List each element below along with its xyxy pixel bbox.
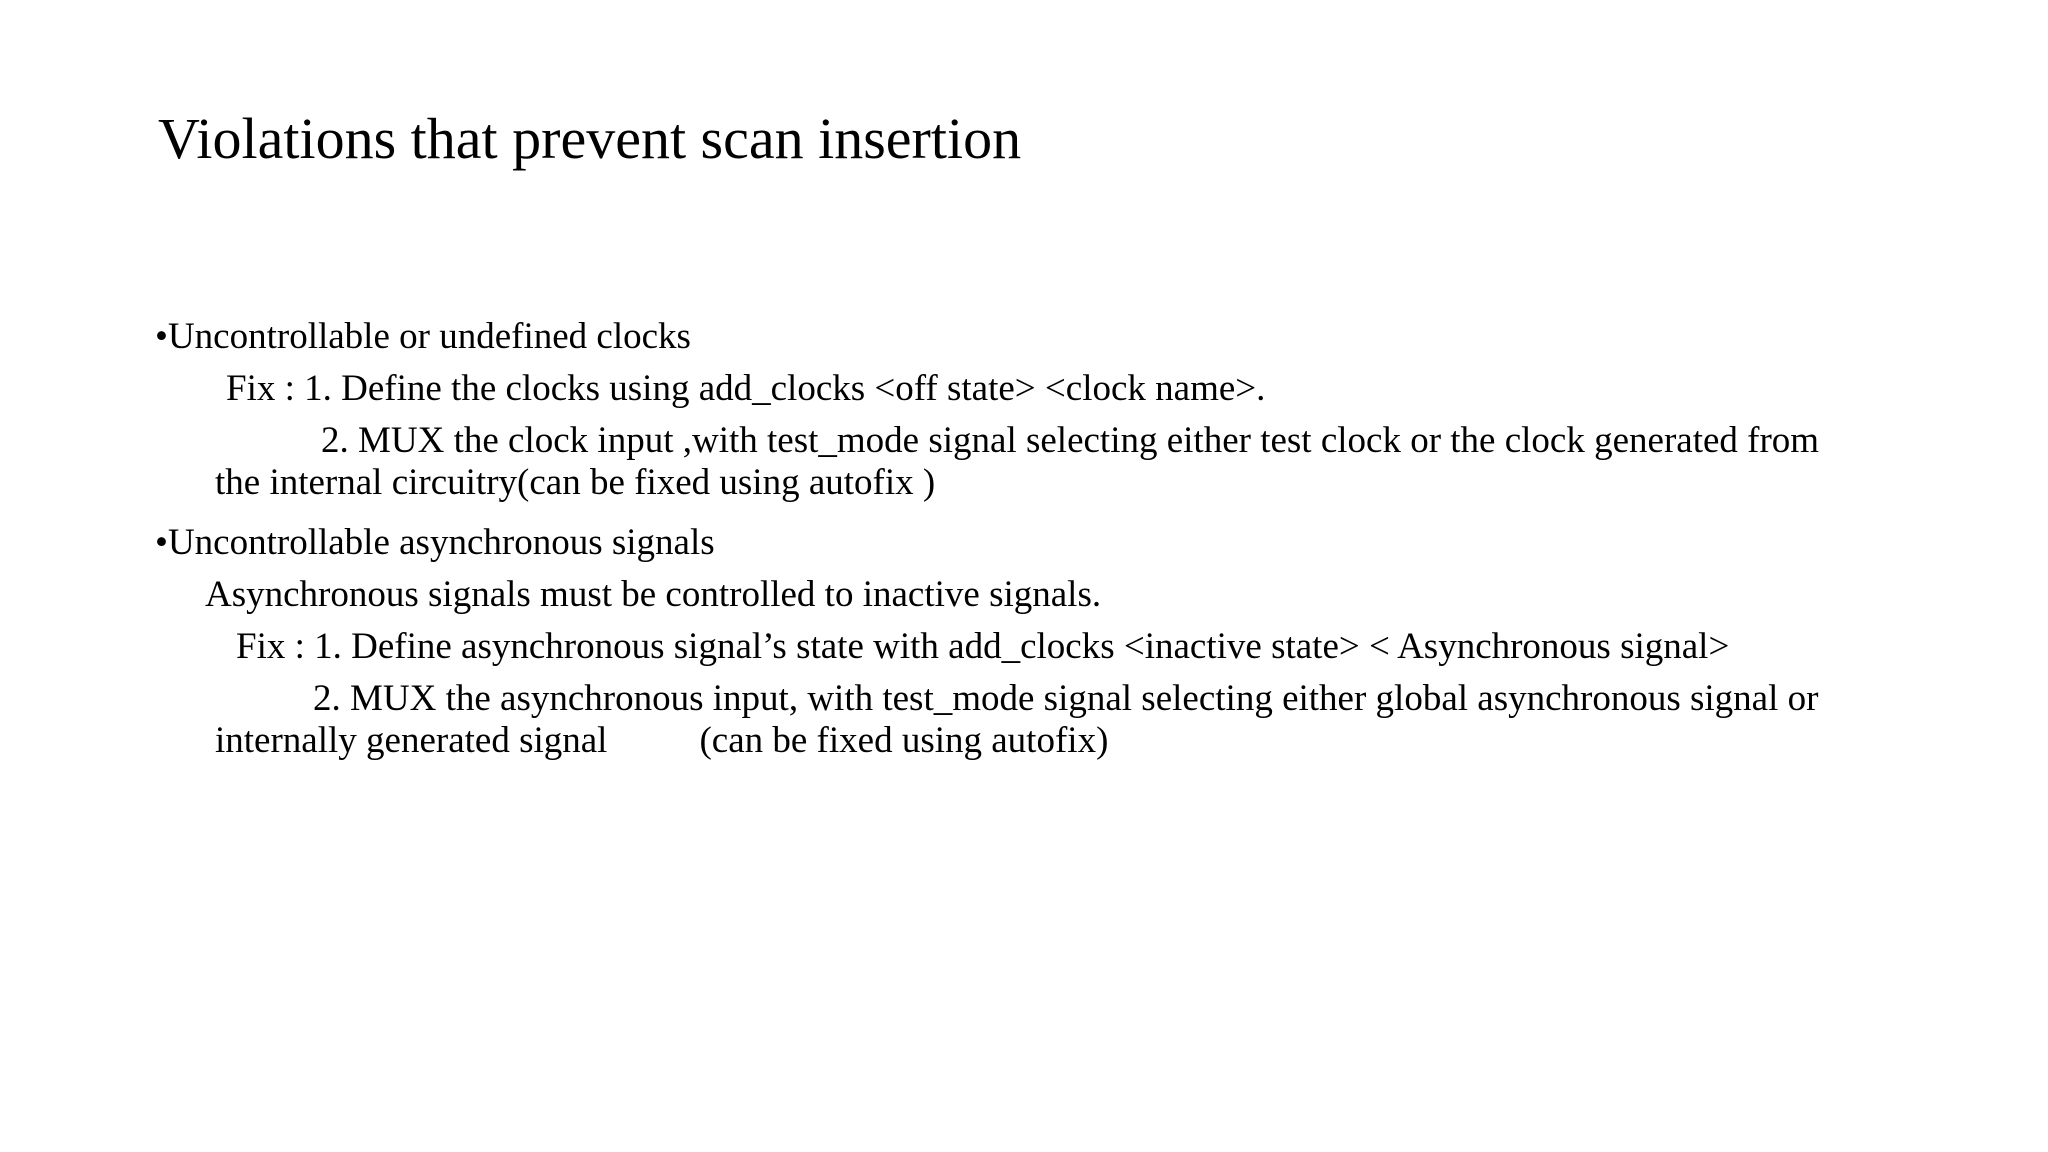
bullet-uncontrollable-async-signals: •Uncontrollable asynchronous signals — [155, 522, 715, 563]
async-fix-step-1: Fix : 1. Define asynchronous signal’s state with add_clocks <inactive state> < Asynchronous signal> — [236, 626, 1730, 667]
slide-title: Violations that prevent scan insertion — [158, 106, 1022, 171]
async-fix-step-2-continued-text: internally generated signal — [215, 720, 608, 761]
async-fix-autofix-note: (can be fixed using autofix) — [699, 720, 1109, 761]
bullet-uncontrollable-clocks: •Uncontrollable or undefined clocks — [155, 316, 691, 357]
clocks-fix-step-1: Fix : 1. Define the clocks using add_clocks <off state> <clock name>. — [226, 368, 1266, 409]
async-fix-step-2-continued — [215, 720, 1108, 762]
async-fix-step-2: 2. MUX the asynchronous input, with test_mode signal selecting either global asynchronous signal or — [313, 678, 1819, 719]
clocks-fix-step-2-continued: the internal circuitry(can be fixed using autofix ) — [215, 462, 936, 503]
clocks-fix-step-2: 2. MUX the clock input ,with test_mode signal selecting either test clock or the clock generated from — [321, 420, 1820, 461]
async-signals-description: Asynchronous signals must be controlled to inactive signals. — [205, 574, 1102, 615]
